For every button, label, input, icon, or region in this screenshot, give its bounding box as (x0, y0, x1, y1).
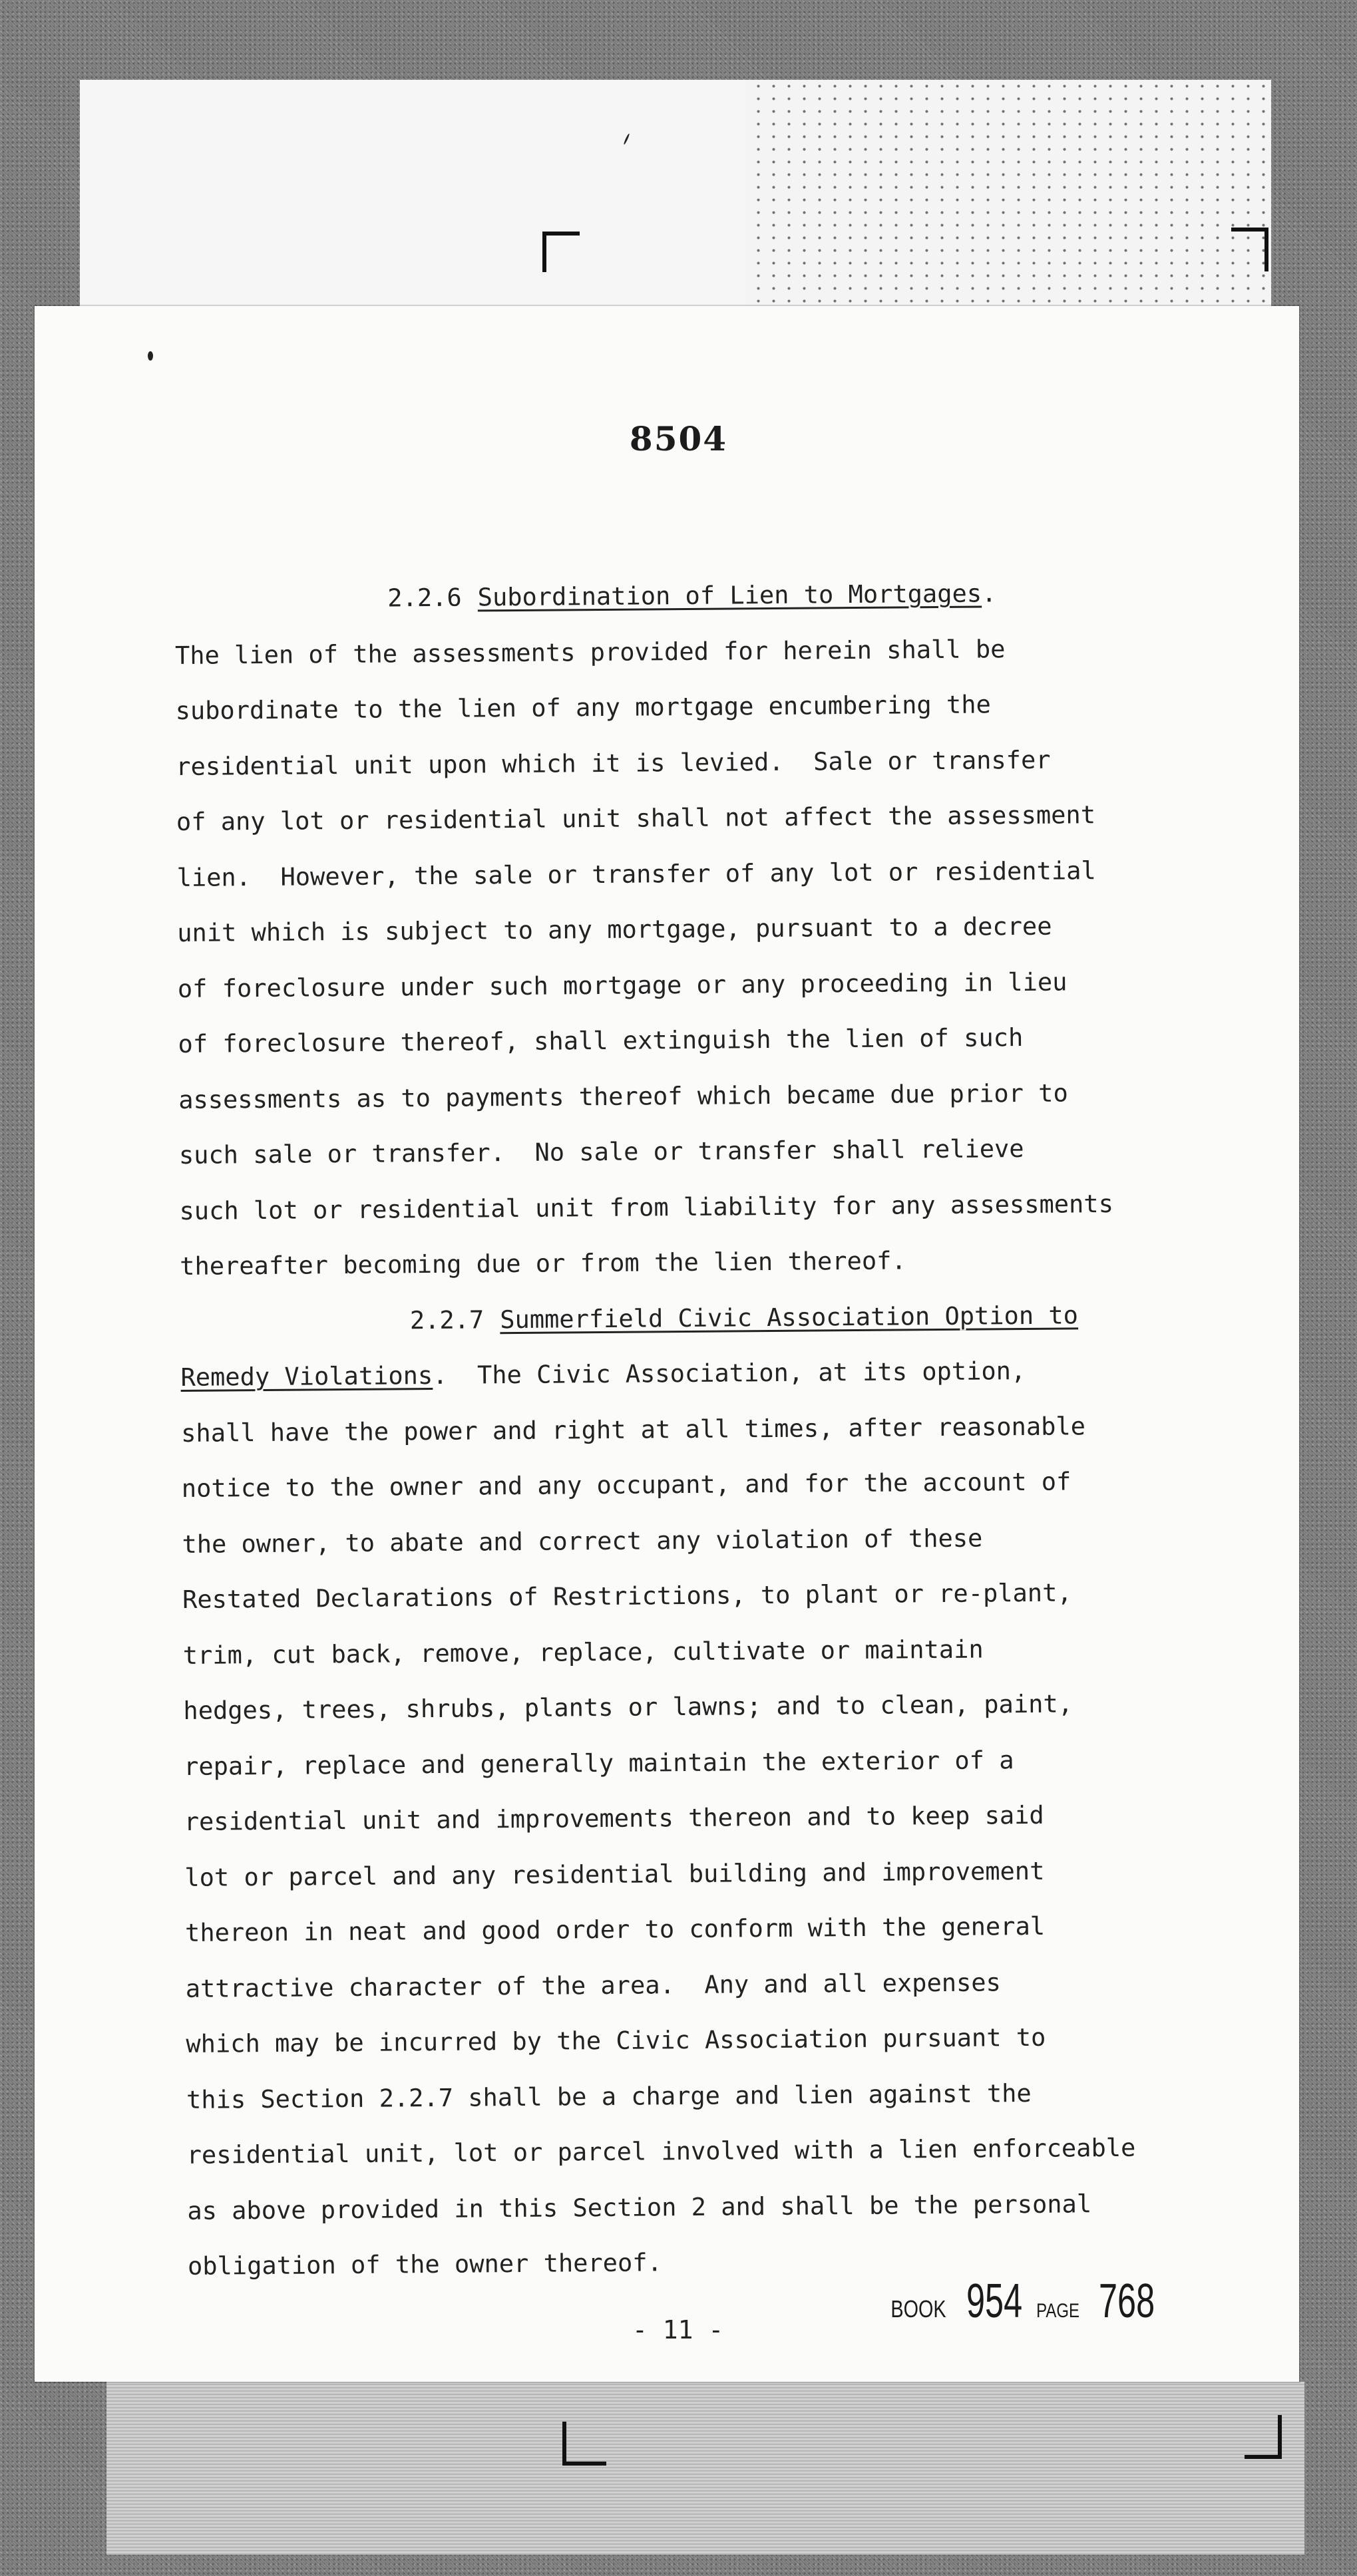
text-line: of foreclosure under such mortgage or any proceeding in lieu (177, 967, 1067, 1003)
text-line: residential unit, lot or parcel involved with a lien enforceable (186, 2133, 1136, 2170)
text-line: notice to the owner and any occupant, and for the account of (181, 1467, 1071, 1503)
page-label: PAGE (1036, 2300, 1080, 2322)
text-line: lien. However, the sale or transfer of any lot or residential (176, 856, 1096, 892)
text-fragment: The Civic Association, at its option, (477, 1356, 1026, 1390)
text-line: residential unit and improvements thereon and to keep said (184, 1800, 1044, 1836)
section-heading-227 (180, 1287, 1179, 1350)
text-line: this Section 2.2.7 shall be a charge and lien against the (186, 2078, 1032, 2114)
scan-top-margin-clean (80, 80, 745, 306)
text-line: the owner, to abate and correct any violation of these (182, 1524, 983, 1559)
scan-bottom-margin (106, 2382, 1304, 2555)
text-line: lot or parcel and any residential building and improvement (184, 1856, 1045, 1892)
document-body (174, 564, 1186, 2294)
crop-mark-bottom-left (562, 2422, 606, 2466)
text-line: obligation of the owner thereof. (187, 2248, 662, 2281)
text-line: residential unit upon which it is levied. Sale or transfer (176, 745, 1051, 781)
text-line: which may be incurred by the Civic Association pursuant to (186, 2022, 1046, 2058)
text-line: subordinate to the lien of any mortgage encumbering the (175, 690, 991, 725)
text-line: Restated Declarations of Restrictions, to plant or re-plant, (182, 1578, 1072, 1614)
crop-mark-top-left (542, 232, 580, 272)
page-number-top: 8504 (629, 419, 728, 458)
text-line: as above provided in this Section 2 and shall be the personal (187, 2189, 1092, 2225)
section-number: 2.2.6 (387, 583, 462, 613)
crop-mark-bottom-right (1245, 2415, 1282, 2459)
section-title: Subordination of Lien to Mortgages (477, 579, 982, 612)
section-title-part1: Summerfield Civic Association Option to (500, 1300, 1079, 1334)
text-line: of foreclosure thereof, shall extinguish the lien of such (178, 1023, 1024, 1058)
section-heading-226: 2.2.6 Subordination of Lien to Mortgages. (387, 579, 997, 613)
scan-speck (148, 351, 153, 361)
text-line: such lot or residential unit from liability for any assessments (179, 1189, 1114, 1225)
book-page-stamp (884, 2274, 1160, 2329)
text-line: attractive character of the area. Any and all expenses (185, 1967, 1002, 2003)
page-footer-number: - 11 - (632, 2315, 724, 2344)
page-number: 768 (1098, 2275, 1155, 2328)
text-line: assessments as to payments thereof which became due prior to (178, 1078, 1068, 1114)
text-line: The lien of the assessments provided for herein shall be (174, 634, 1006, 670)
section-title-part2: Remedy Violations (180, 1361, 433, 1392)
section-heading-227-cont: Remedy Violations. The Civic Association, at its option, (180, 1356, 1026, 1392)
text-line: unit which is subject to any mortgage, pursuant to a decree (177, 911, 1052, 947)
text-line: repair, replace and generally maintain the exterior of a (183, 1745, 1014, 1781)
text-line: thereafter becoming due or from the lien thereof. (180, 1246, 906, 1281)
text-line: of any lot or residential unit shall not affect the assessment (176, 800, 1096, 836)
book-label: BOOK (890, 2295, 946, 2323)
text-line: such sale or transfer. No sale or transfer shall relieve (178, 1134, 1024, 1170)
text-line: thereon in neat and good order to conform with the general (184, 1911, 1046, 1947)
crop-mark-top-right (1231, 228, 1268, 271)
text-line: hedges, trees, shrubs, plants or lawns; and to clean, paint, (183, 1689, 1073, 1725)
book-number: 954 (966, 2275, 1023, 2328)
text-line: shall have the power and right at all times, after reasonable (180, 1411, 1086, 1448)
text-line: trim, cut back, remove, replace, cultivate or maintain (182, 1635, 984, 1670)
section-number: 2.2.7 (409, 1305, 485, 1335)
